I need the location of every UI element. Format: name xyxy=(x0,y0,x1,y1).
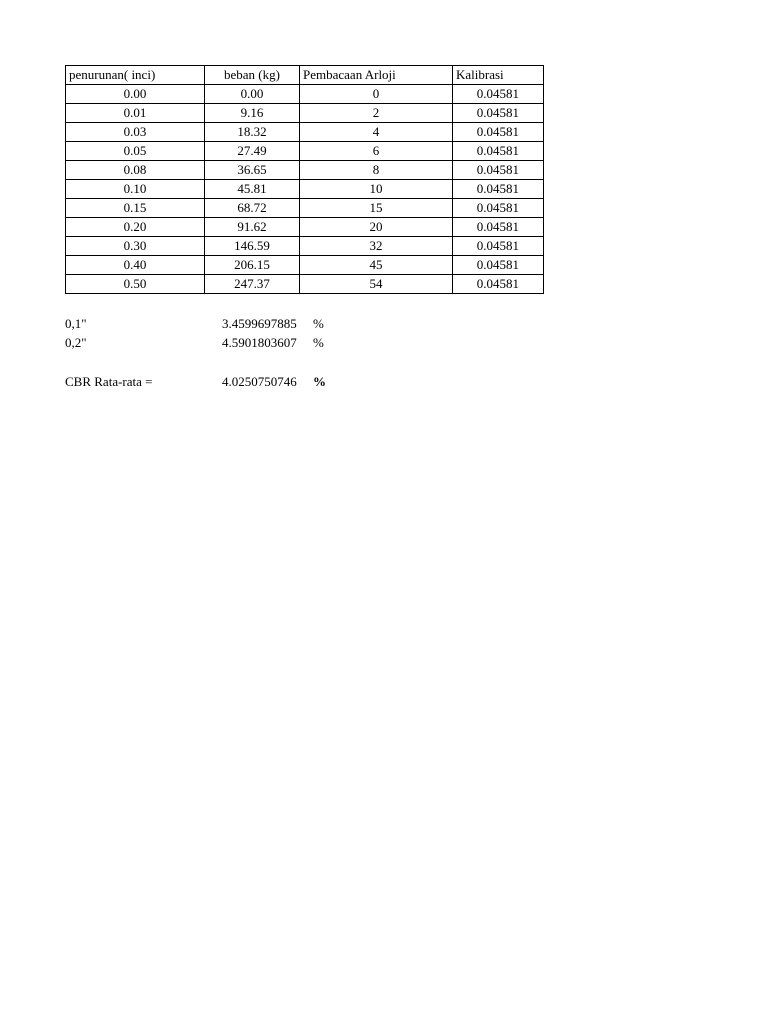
cbr-02-unit: % xyxy=(313,335,324,350)
table-row xyxy=(66,180,544,199)
table-row xyxy=(66,256,544,275)
penurunan-cell: 0.50 xyxy=(66,275,205,294)
kalibrasi-cell: 0.04581 xyxy=(453,275,544,294)
kalibrasi-cell: 0.04581 xyxy=(453,123,544,142)
cbr-01-label: 0,1" xyxy=(65,316,87,331)
pembacaan-arloji-cell: 15 xyxy=(300,199,453,218)
table-row xyxy=(66,123,544,142)
cbr-02-value: 4.5901803607 xyxy=(222,335,297,350)
penurunan-cell: 0.03 xyxy=(66,123,205,142)
table-row xyxy=(66,161,544,180)
header-pembacaan-arloji: Pembacaan Arloji xyxy=(300,66,453,85)
penurunan-cell: 0.30 xyxy=(66,237,205,256)
table-row xyxy=(66,199,544,218)
beban-cell: 247.37 xyxy=(205,275,300,294)
cbr-average-value: 4.0250750746 xyxy=(222,374,297,389)
pembacaan-arloji-cell: 8 xyxy=(300,161,453,180)
kalibrasi-cell: 0.04581 xyxy=(453,218,544,237)
table-row xyxy=(66,85,544,104)
table-header-row xyxy=(66,66,544,85)
table-row xyxy=(66,104,544,123)
kalibrasi-cell: 0.04581 xyxy=(453,237,544,256)
penurunan-cell: 0.08 xyxy=(66,161,205,180)
pembacaan-arloji-cell: 20 xyxy=(300,218,453,237)
penurunan-cell: 0.15 xyxy=(66,199,205,218)
header-penurunan: penurunan( inci) xyxy=(66,66,205,85)
pembacaan-arloji-cell: 4 xyxy=(300,123,453,142)
pembacaan-arloji-cell: 45 xyxy=(300,256,453,275)
beban-cell: 206.15 xyxy=(205,256,300,275)
table-body xyxy=(66,85,544,294)
beban-cell: 45.81 xyxy=(205,180,300,199)
table-row xyxy=(66,275,544,294)
pembacaan-arloji-cell: 32 xyxy=(300,237,453,256)
penurunan-cell: 0.40 xyxy=(66,256,205,275)
kalibrasi-cell: 0.04581 xyxy=(453,256,544,275)
beban-cell: 91.62 xyxy=(205,218,300,237)
penurunan-cell: 0.10 xyxy=(66,180,205,199)
beban-cell: 36.65 xyxy=(205,161,300,180)
table-row xyxy=(66,142,544,161)
header-beban: beban (kg) xyxy=(205,66,300,85)
table-row xyxy=(66,237,544,256)
cbr-02-label: 0,2" xyxy=(65,335,87,350)
header-kalibrasi: Kalibrasi xyxy=(453,66,544,85)
kalibrasi-cell: 0.04581 xyxy=(453,104,544,123)
beban-cell: 27.49 xyxy=(205,142,300,161)
beban-cell: 146.59 xyxy=(205,237,300,256)
beban-cell: 18.32 xyxy=(205,123,300,142)
penurunan-cell: 0.00 xyxy=(66,85,205,104)
kalibrasi-cell: 0.04581 xyxy=(453,85,544,104)
pembacaan-arloji-cell: 6 xyxy=(300,142,453,161)
penurunan-cell: 0.01 xyxy=(66,104,205,123)
pembacaan-arloji-cell: 54 xyxy=(300,275,453,294)
pembacaan-arloji-cell: 0 xyxy=(300,85,453,104)
beban-cell: 68.72 xyxy=(205,199,300,218)
cbr-average-label: CBR Rata-rata = xyxy=(65,374,153,389)
cbr-01-value: 3.4599697885 xyxy=(222,316,297,331)
beban-cell: 0.00 xyxy=(205,85,300,104)
kalibrasi-cell: 0.04581 xyxy=(453,199,544,218)
kalibrasi-cell: 0.04581 xyxy=(453,161,544,180)
table-row xyxy=(66,218,544,237)
penurunan-cell: 0.20 xyxy=(66,218,205,237)
penurunan-cell: 0.05 xyxy=(66,142,205,161)
cbr-average-unit: % xyxy=(313,374,326,389)
cbr-data-table xyxy=(65,65,544,294)
kalibrasi-cell: 0.04581 xyxy=(453,142,544,161)
kalibrasi-cell: 0.04581 xyxy=(453,180,544,199)
beban-cell: 9.16 xyxy=(205,104,300,123)
cbr-01-unit: % xyxy=(313,316,324,331)
pembacaan-arloji-cell: 2 xyxy=(300,104,453,123)
pembacaan-arloji-cell: 10 xyxy=(300,180,453,199)
